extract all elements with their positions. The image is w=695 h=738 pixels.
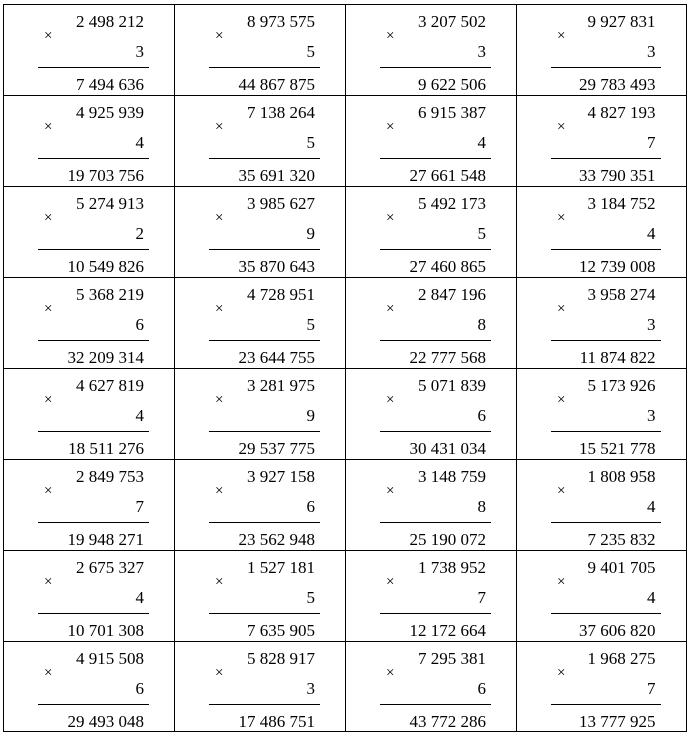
multiply-sign: ×	[386, 483, 395, 499]
multiplicand: 5 828 917	[247, 649, 315, 668]
multiplicand: 4 728 951	[247, 285, 315, 304]
multiplier: 4	[647, 224, 656, 243]
answer-line	[551, 340, 661, 341]
problem-cell	[175, 642, 346, 732]
multiply-sign: ×	[386, 119, 395, 135]
multiplier: 6	[477, 406, 486, 425]
multiplicand: 1 738 952	[418, 558, 486, 577]
answer-line	[380, 67, 491, 68]
problem-cell	[4, 460, 175, 551]
multiplier: 4	[135, 406, 144, 425]
product: 22 777 568	[409, 348, 486, 367]
multiplicand: 3 927 158	[247, 467, 315, 486]
multiplier: 5	[477, 224, 486, 243]
multiply-sign: ×	[215, 665, 224, 681]
product: 29 783 493	[579, 75, 656, 94]
answer-line	[209, 249, 320, 250]
product: 19 703 756	[67, 166, 144, 185]
problem-cell	[346, 642, 517, 732]
multiply-sign: ×	[44, 210, 53, 226]
problem-cell	[175, 96, 346, 187]
multiplicand: 5 492 173	[418, 194, 486, 213]
multiply-sign: ×	[557, 392, 566, 408]
multiplicand: 7 138 264	[247, 103, 315, 122]
multiplicand: 4 827 193	[587, 103, 656, 122]
product: 29 493 048	[67, 712, 144, 731]
multiplier: 3	[306, 679, 315, 698]
multiplicand: 4 925 939	[76, 103, 144, 122]
multiplicand: 5 173 926	[587, 376, 656, 395]
problem-cell	[4, 187, 175, 278]
problem-cell	[175, 551, 346, 642]
answer-line	[380, 613, 491, 614]
multiplier: 4	[477, 133, 486, 152]
multiplicand: 3 207 502	[418, 12, 486, 31]
multiply-sign: ×	[215, 483, 224, 499]
answer-line	[551, 613, 661, 614]
product: 25 190 072	[409, 530, 486, 549]
problem-cell	[517, 460, 687, 551]
problem-cell	[4, 642, 175, 732]
multiplier: 5	[306, 315, 315, 334]
multiply-sign: ×	[557, 574, 566, 590]
multiply-sign: ×	[44, 574, 53, 590]
multiplicand: 6 915 387	[418, 103, 486, 122]
problem-cell	[517, 96, 687, 187]
multiply-sign: ×	[215, 210, 224, 226]
multiply-sign: ×	[44, 28, 53, 44]
answer-line	[38, 613, 149, 614]
multiplier: 3	[477, 42, 486, 61]
multiply-sign: ×	[557, 210, 566, 226]
product: 30 431 034	[409, 439, 486, 458]
multiplicand: 5 274 913	[76, 194, 144, 213]
multiply-sign: ×	[557, 301, 566, 317]
answer-line	[38, 522, 149, 523]
product: 44 867 875	[238, 75, 315, 94]
multiply-sign: ×	[386, 210, 395, 226]
problem-cell	[346, 369, 517, 460]
multiplier: 8	[477, 315, 486, 334]
multiplier: 3	[647, 42, 656, 61]
answer-line	[38, 67, 149, 68]
multiplier: 3	[135, 42, 144, 61]
answer-line	[209, 704, 320, 705]
problem-cell	[517, 278, 687, 369]
product: 15 521 778	[579, 439, 656, 458]
product: 27 661 548	[409, 166, 486, 185]
multiplicand: 5 368 219	[76, 285, 144, 304]
multiplier: 8	[477, 497, 486, 516]
multiplicand: 3 958 274	[587, 285, 656, 304]
answer-line	[380, 704, 491, 705]
problem-cell	[346, 96, 517, 187]
multiplicand: 3 281 975	[247, 376, 315, 395]
product: 33 790 351	[579, 166, 656, 185]
product: 18 511 276	[68, 439, 144, 458]
problem-cell	[175, 187, 346, 278]
multiplicand: 3 985 627	[247, 194, 315, 213]
multiply-sign: ×	[557, 665, 566, 681]
multiply-sign: ×	[44, 392, 53, 408]
problem-cell	[346, 5, 517, 96]
multiplier: 6	[477, 679, 486, 698]
multiplier: 7	[647, 679, 656, 698]
answer-line	[380, 249, 491, 250]
multiply-sign: ×	[386, 28, 395, 44]
answer-line	[38, 431, 149, 432]
answer-line	[551, 431, 661, 432]
multiplicand: 1 527 181	[247, 558, 315, 577]
problem-cell	[517, 369, 687, 460]
product: 32 209 314	[67, 348, 144, 367]
answer-line	[380, 522, 491, 523]
problem-cell	[175, 369, 346, 460]
multiplier: 5	[306, 588, 315, 607]
answer-line	[551, 704, 661, 705]
answer-line	[380, 431, 491, 432]
product: 17 486 751	[238, 712, 315, 731]
multiply-sign: ×	[215, 301, 224, 317]
problem-cell	[346, 278, 517, 369]
product: 12 172 664	[409, 621, 486, 640]
product: 9 622 506	[418, 75, 486, 94]
product: 43 772 286	[409, 712, 486, 731]
multiplicand: 2 675 327	[76, 558, 144, 577]
multiplicand: 1 968 275	[587, 649, 656, 668]
multiply-sign: ×	[215, 392, 224, 408]
multiplicand: 9 401 705	[587, 558, 656, 577]
multiplication-grid	[3, 4, 687, 732]
multiplier: 3	[647, 315, 656, 334]
problem-cell	[517, 187, 687, 278]
problem-cell	[175, 5, 346, 96]
multiplicand: 3 148 759	[418, 467, 486, 486]
problem-cell	[517, 642, 687, 732]
product: 35 691 320	[238, 166, 315, 185]
problem-cell	[346, 460, 517, 551]
multiplicand: 2 847 196	[418, 285, 486, 304]
multiplicand: 1 808 958	[587, 467, 656, 486]
product: 27 460 865	[409, 257, 486, 276]
product: 13 777 925	[579, 712, 656, 731]
answer-line	[380, 340, 491, 341]
multiplier: 6	[135, 679, 144, 698]
product: 23 562 948	[238, 530, 315, 549]
multiply-sign: ×	[44, 483, 53, 499]
product: 11 874 822	[579, 348, 656, 367]
problem-cell	[4, 96, 175, 187]
multiplicand: 8 973 575	[247, 12, 315, 31]
multiplicand: 2 498 212	[76, 12, 144, 31]
problem-cell	[4, 5, 175, 96]
multiplier: 7	[647, 133, 656, 152]
multiplicand: 3 184 752	[587, 194, 656, 213]
product: 7 235 832	[587, 530, 656, 549]
problem-cell	[346, 551, 517, 642]
problem-cell	[175, 460, 346, 551]
product: 12 739 008	[579, 257, 656, 276]
product: 23 644 755	[238, 348, 315, 367]
problem-cell	[175, 278, 346, 369]
product: 10 701 308	[67, 621, 144, 640]
answer-line	[209, 613, 320, 614]
multiply-sign: ×	[557, 28, 566, 44]
multiplier: 5	[306, 133, 315, 152]
answer-line	[38, 249, 149, 250]
answer-line	[38, 704, 149, 705]
problem-cell	[4, 369, 175, 460]
multiplier: 7	[135, 497, 144, 516]
multiplier: 5	[306, 42, 315, 61]
multiply-sign: ×	[386, 665, 395, 681]
multiplicand: 5 071 839	[418, 376, 486, 395]
multiplicand: 4 627 819	[76, 376, 144, 395]
answer-line	[551, 522, 661, 523]
multiply-sign: ×	[44, 119, 53, 135]
answer-line	[209, 158, 320, 159]
multiply-sign: ×	[386, 574, 395, 590]
multiply-sign: ×	[44, 301, 53, 317]
multiplicand: 2 849 753	[76, 467, 144, 486]
product: 37 606 820	[579, 621, 656, 640]
problem-cell	[517, 5, 687, 96]
answer-line	[209, 522, 320, 523]
multiplier: 6	[135, 315, 144, 334]
answer-line	[209, 67, 320, 68]
product: 29 537 775	[238, 439, 315, 458]
multiplier: 4	[135, 588, 144, 607]
multiplicand: 4 915 508	[76, 649, 144, 668]
multiplicand: 9 927 831	[587, 12, 656, 31]
problem-cell	[4, 278, 175, 369]
multiplier: 9	[306, 406, 315, 425]
multiplier: 4	[135, 133, 144, 152]
problem-cell	[517, 551, 687, 642]
multiplier: 7	[477, 588, 486, 607]
multiply-sign: ×	[386, 301, 395, 317]
problem-cell	[4, 551, 175, 642]
multiply-sign: ×	[215, 574, 224, 590]
answer-line	[209, 340, 320, 341]
product: 7 635 905	[247, 621, 315, 640]
product: 19 948 271	[67, 530, 144, 549]
answer-line	[551, 67, 661, 68]
multiply-sign: ×	[215, 28, 224, 44]
multiply-sign: ×	[557, 119, 566, 135]
product: 7 494 636	[76, 75, 144, 94]
multiply-sign: ×	[557, 483, 566, 499]
multiplier: 2	[135, 224, 144, 243]
multiply-sign: ×	[44, 665, 53, 681]
answer-line	[551, 158, 661, 159]
multiplier: 3	[647, 406, 656, 425]
multiply-sign: ×	[386, 392, 395, 408]
multiplier: 9	[306, 224, 315, 243]
answer-line	[380, 158, 491, 159]
answer-line	[551, 249, 661, 250]
answer-line	[209, 431, 320, 432]
answer-line	[38, 158, 149, 159]
problem-cell	[346, 187, 517, 278]
multiplicand: 7 295 381	[418, 649, 486, 668]
multiplier: 4	[647, 497, 656, 516]
product: 35 870 643	[238, 257, 315, 276]
multiplier: 4	[647, 588, 656, 607]
multiplier: 6	[306, 497, 315, 516]
product: 10 549 826	[67, 257, 144, 276]
multiply-sign: ×	[215, 119, 224, 135]
answer-line	[38, 340, 149, 341]
